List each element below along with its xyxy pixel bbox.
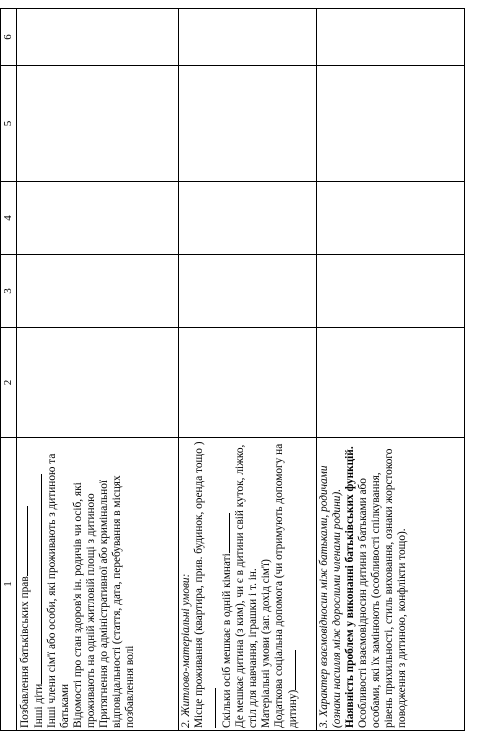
header-cell: 4 xyxy=(1,182,17,255)
empty-cell[interactable] xyxy=(317,9,465,66)
empty-cell[interactable] xyxy=(17,66,179,182)
section-title: 3. Характер взаємовідносин між батьками, родичами (ознаки насилля між дорослими членами родини). xyxy=(318,465,343,728)
text-line: Матеріальні умови (заг. дохід сім'ї) xyxy=(260,559,272,728)
empty-cell[interactable] xyxy=(317,255,465,328)
text-line: Особливості взаємовідносин дитини з батьками або особами, які їх замінюють (особливості спілкування, рівень прихильності, стиль виховання, ознаки жорстокого поводження з дитиною, конфлікти тощо). xyxy=(357,448,408,728)
header-cell: 3 xyxy=(1,255,17,328)
row-label-cell xyxy=(317,438,465,731)
empty-cell[interactable] xyxy=(17,255,179,328)
empty-cell[interactable] xyxy=(179,328,317,438)
empty-cell[interactable] xyxy=(317,182,465,255)
text-line: Наявність проблем у виконанні батьківських функцій. xyxy=(344,446,356,728)
empty-cell[interactable] xyxy=(17,9,179,66)
row-label-cell xyxy=(17,438,179,731)
table-row xyxy=(317,9,465,731)
empty-cell[interactable] xyxy=(317,66,465,182)
text-line: Інші діти xyxy=(32,440,46,728)
empty-cell[interactable] xyxy=(17,182,179,255)
text-line: Відомості про стан здоров'я ін. родичів чи осіб, які проживають на одній житловій площі з дитиною xyxy=(72,482,97,728)
table-row xyxy=(179,9,317,731)
header-cell: 6 xyxy=(1,9,17,66)
text-line: Скільки осіб мешкає в одній кімнаті xyxy=(220,440,234,728)
empty-cell[interactable] xyxy=(179,66,317,182)
empty-cell[interactable] xyxy=(179,182,317,255)
header-cell: 5 xyxy=(1,66,17,182)
empty-cell[interactable] xyxy=(17,328,179,438)
text-line: Додаткова соціальна допомога (чи отримують допомогу на дитину) xyxy=(273,443,299,728)
empty-cell[interactable] xyxy=(179,255,317,328)
text-line: Позбавлення батьківських прав xyxy=(18,440,32,728)
header-cell: 1 xyxy=(1,438,17,731)
row-label-cell xyxy=(179,438,317,731)
text-line: Притягнення до адміністративної або кримінальної відповідальності (стаття, дата, перебування в місцях позбавлення волі xyxy=(98,475,136,728)
text-line: Місце проживання (квартира, прив. будинок, оренда тощо ) xyxy=(193,440,220,728)
header-row xyxy=(1,9,17,731)
header-cell: 2 xyxy=(1,328,17,438)
text-line: Де мешкає дитина (з ким), чи є в дитини свій куток, ліжко, стіл для навчання, іграшки і т. ін. xyxy=(234,444,259,728)
table-row xyxy=(17,9,179,731)
text-line: Інші члени сім'ї або особи, які проживають з дитиною та батьками xyxy=(46,453,71,728)
empty-cell[interactable] xyxy=(179,9,317,66)
empty-cell[interactable] xyxy=(317,328,465,438)
section-title: 2. Житлово-матеріальні умови: xyxy=(180,573,192,728)
assessment-table xyxy=(0,8,465,731)
